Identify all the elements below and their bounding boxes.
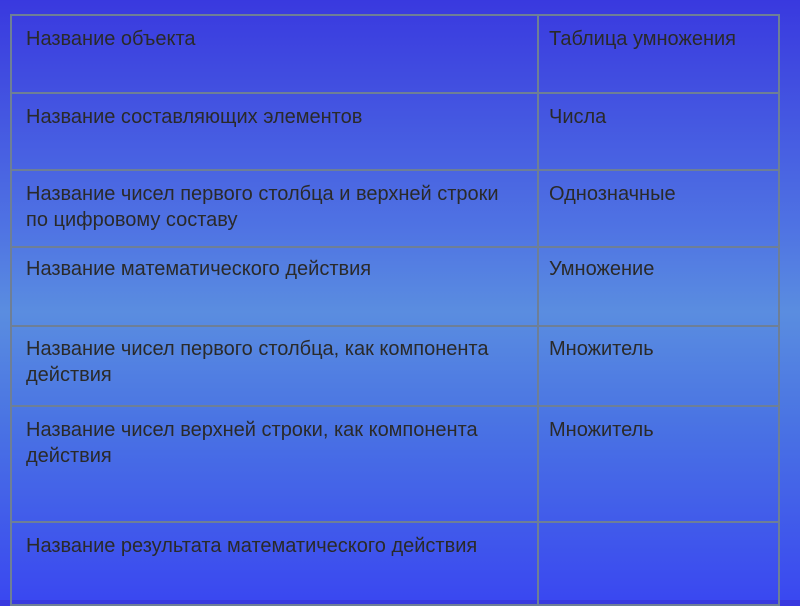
row-label: Название чисел первого столбца и верхней строки по цифровому составу <box>11 170 538 247</box>
table-row <box>11 15 779 93</box>
row-label: Название составляющих элементов <box>11 93 538 170</box>
row-label: Название объекта <box>11 15 538 93</box>
row-label: Название чисел верхней строки, как компонента действия <box>11 406 538 522</box>
table-row <box>11 170 779 247</box>
row-value: Числа <box>538 93 779 170</box>
row-label: Название результата математического действия <box>11 522 538 605</box>
row-label: Название чисел первого столбца, как компонента действия <box>11 326 538 406</box>
row-value: Множитель <box>538 406 779 522</box>
table-row <box>11 247 779 326</box>
table-row <box>11 522 779 605</box>
row-value: Множитель <box>538 326 779 406</box>
row-value: Таблица умножения <box>538 15 779 93</box>
row-value: Умножение <box>538 247 779 326</box>
info-table <box>10 14 780 606</box>
row-value: Однозначные <box>538 170 779 247</box>
row-value <box>538 522 779 605</box>
row-label: Название математического действия <box>11 247 538 326</box>
table-row <box>11 406 779 522</box>
table-row <box>11 326 779 406</box>
table-row <box>11 93 779 170</box>
